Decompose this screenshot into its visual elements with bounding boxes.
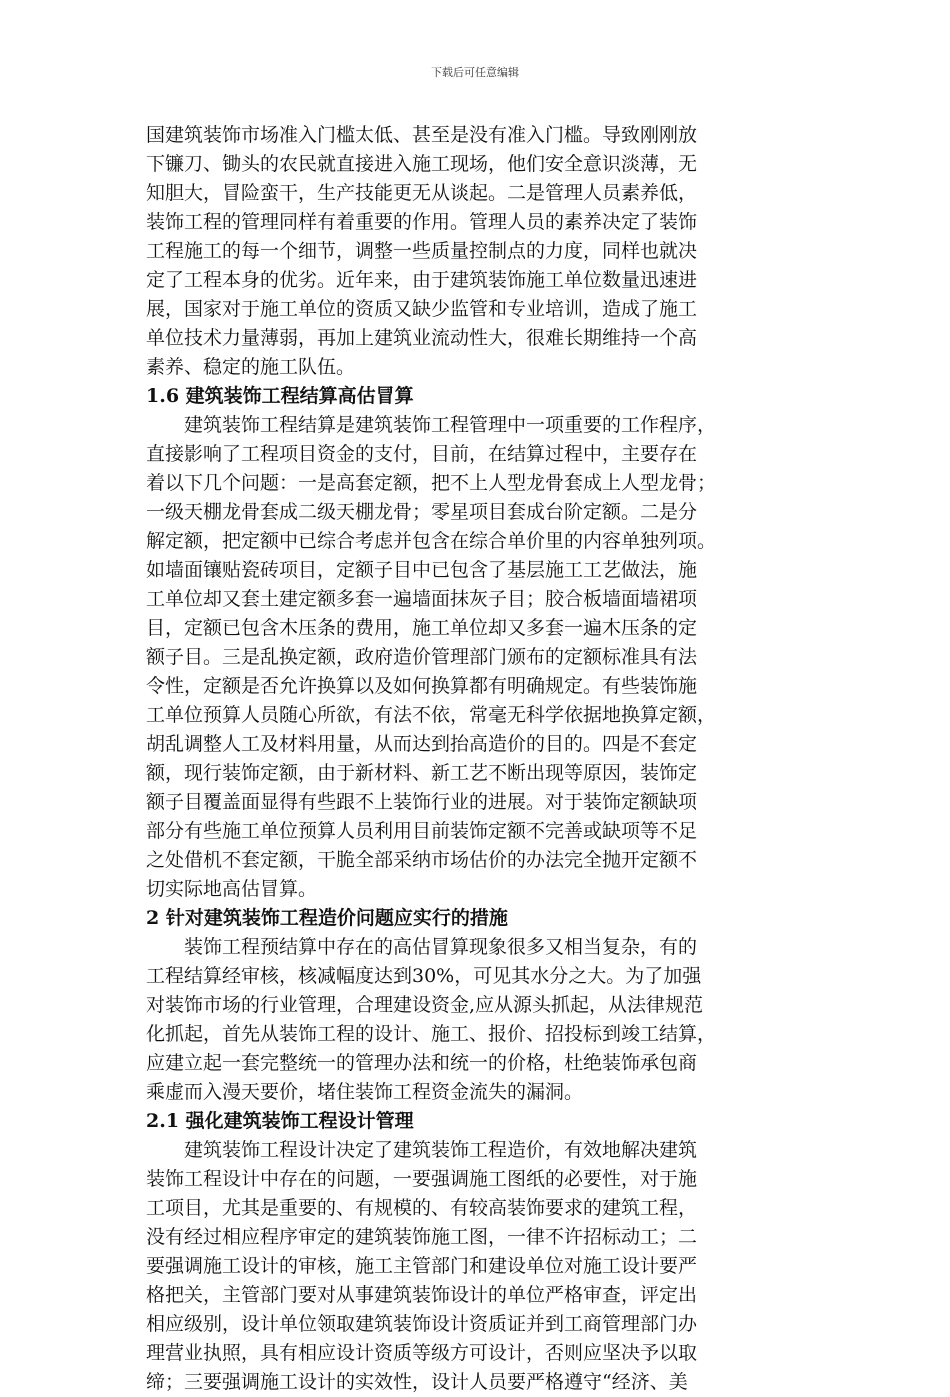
- heading-text: 2.1 强化建筑装饰工程设计管理: [146, 1110, 414, 1132]
- paragraph-line: 装饰工程预结算中存在的高估冒算现象很多又相当复杂，有的: [184, 936, 698, 958]
- paragraph-line: 工项目，尤其是重要的、有规模的、有较高装饰要求的建筑工程，: [146, 1197, 698, 1219]
- paragraph-line: 装饰工程的管理同样有着重要的作用。管理人员的素养决定了装饰: [146, 211, 698, 233]
- paragraph-line: 额子目覆盖面显得有些跟不上装饰行业的进展。对于装饰定额缺项: [146, 791, 698, 813]
- paragraph-line: 一级天棚龙骨套成二级天棚龙骨；零星项目套成台阶定额。二是分: [146, 501, 698, 523]
- paragraph-line: 工单位预算人员随心所欲，有法不依，常毫无科学依据地换算定额，: [146, 704, 717, 726]
- paragraph-line: 格把关，主管部门要对从事建筑装饰设计的单位严格审查，评定出: [146, 1284, 698, 1306]
- paragraph-line: 缔；三要强调施工设计的实效性，设计人员要严格遵守“经济、美: [146, 1371, 688, 1393]
- paragraph-line: 相应级别，设计单位领取建筑装饰设计资质证并到工商管理部门办: [146, 1313, 698, 1335]
- paragraph-line: 知胆大，冒险蛮干，生产技能更无从谈起。二是管理人员素养低，: [146, 182, 698, 204]
- paragraph-line: 定了工程本身的优劣。近年来，由于建筑装饰施工单位数量迅速进: [146, 269, 698, 291]
- paragraph-line: 如墙面镶贴瓷砖项目，定额子目中已包含了基层施工工艺做法，施: [146, 559, 698, 581]
- paragraph-line: 要强调施工设计的审核，施工主管部门和建设单位对施工设计要严: [146, 1255, 698, 1277]
- paragraph-line: 对装饰市场的行业管理，合理建设资金,应从源头抓起，从法律规范: [146, 994, 704, 1016]
- document-body: [146, 121, 806, 1397]
- paragraph-line: 胡乱调整人工及材料用量，从而达到抬高造价的目的。四是不套定: [146, 733, 698, 755]
- page-header: 下载后可任意编辑: [431, 66, 519, 79]
- paragraph-line: 没有经过相应程序审定的建筑装饰施工图，一律不许招标动工；二: [146, 1226, 698, 1248]
- paragraph-line: 切实际地高估冒算。: [146, 878, 318, 900]
- heading-text: 2 针对建筑装饰工程造价问题应实行的措施: [146, 907, 508, 929]
- paragraph-line: 工程结算经审核，核减幅度达到30%，可见其水分之大。为了加强: [146, 965, 702, 987]
- paragraph-line: 素养、稳定的施工队伍。: [146, 356, 356, 378]
- paragraph-line: 之处借机不套定额，干脆全部采纳市场估价的办法完全抛开定额不: [146, 849, 698, 871]
- paragraph-line: 额，现行装饰定额，由于新材料、新工艺不断出现等原因，装饰定: [146, 762, 698, 784]
- section-heading: [146, 382, 806, 411]
- paragraph-line: 建筑装饰工程设计决定了建筑装饰工程造价，有效地解决建筑: [184, 1139, 698, 1161]
- paragraph-line: 下镰刀、锄头的农民就直接进入施工现场，他们安全意识淡薄，无: [146, 153, 698, 175]
- paragraph-line: 化抓起，首先从装饰工程的设计、施工、报价、招投标到竣工结算，: [146, 1023, 717, 1045]
- section-heading: [146, 904, 806, 933]
- paragraph-line: 着以下几个问题：一是高套定额，把不上人型龙骨套成上人型龙骨；: [146, 472, 717, 494]
- paragraph: [146, 411, 806, 904]
- paragraph-line: 理营业执照，具有相应设计资质等级方可设计，否则应坚决予以取: [146, 1342, 698, 1364]
- paragraph-line: 直接影响了工程项目资金的支付，目前，在结算过程中，主要存在: [146, 443, 698, 465]
- paragraph-line: 工单位却又套土建定额多套一遍墙面抹灰子目；胶合板墙面墙裙项: [146, 588, 698, 610]
- paragraph-line: 国建筑装饰市场准入门槛太低、甚至是没有准入门槛。导致刚刚放: [146, 124, 698, 146]
- paragraph: [146, 121, 806, 382]
- paragraph-line: 应建立起一套完整统一的管理办法和统一的价格，杜绝装饰承包商: [146, 1052, 698, 1074]
- paragraph-line: 部分有些施工单位预算人员利用目前装饰定额不完善或缺项等不足: [146, 820, 698, 842]
- paragraph-line: 目，定额已包含木压条的费用，施工单位却又多套一遍木压条的定: [146, 617, 698, 639]
- paragraph-line: 展，国家对于施工单位的资质又缺少监管和专业培训，造成了施工: [146, 298, 698, 320]
- paragraph-line: 令性，定额是否允许换算以及如何换算都有明确规定。有些装饰施: [146, 675, 698, 697]
- paragraph-line: 额子目。三是乱换定额，政府造价管理部门颁布的定额标准具有法: [146, 646, 698, 668]
- paragraph: [146, 933, 806, 1107]
- paragraph-line: 装饰工程设计中存在的问题，一要强调施工图纸的必要性，对于施: [146, 1168, 698, 1190]
- paragraph-line: 工程施工的每一个细节，调整一些质量控制点的力度，同样也就决: [146, 240, 698, 262]
- heading-text: 1.6 建筑装饰工程结算高估冒算: [146, 385, 414, 407]
- paragraph-line: 建筑装饰工程结算是建筑装饰工程管理中一项重要的工作程序，: [184, 414, 717, 436]
- paragraph: [146, 1136, 806, 1397]
- paragraph-line: 解定额，把定额中已综合考虑并包含在综合单价里的内容单独列项。: [146, 530, 717, 552]
- paragraph-line: 乘虚而入漫天要价，堵住装饰工程资金流失的漏洞。: [146, 1081, 584, 1103]
- section-heading: [146, 1107, 806, 1136]
- paragraph-line: 单位技术力量薄弱，再加上建筑业流动性大，很难长期维持一个高: [146, 327, 698, 349]
